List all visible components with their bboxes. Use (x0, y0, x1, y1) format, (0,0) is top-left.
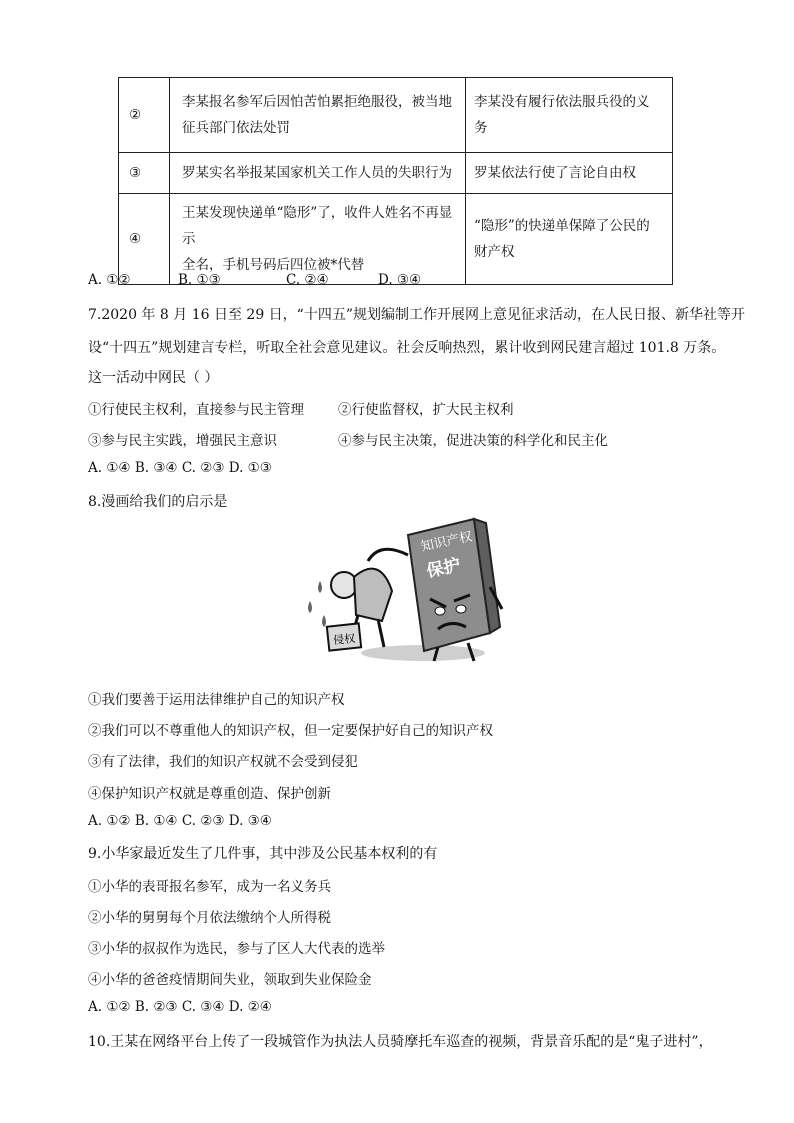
option: B. ①③ (178, 272, 221, 288)
book-title-line2: 保护 (424, 555, 463, 582)
row-right: “隐形”的快递单保障了公民的 财产权 (466, 194, 673, 285)
question-7-item: ③参与民主实践，增强民主意识 (88, 433, 277, 449)
question-9-stem: 9.小华家最近发生了几件事，其中涉及公民基本权利的有 (88, 846, 438, 862)
question-8-options: A. ①② B. ①④ C. ②③ D. ③④ (88, 813, 272, 829)
question-9-item: ①小华的表哥报名参军，成为一名义务兵 (88, 879, 331, 895)
row-right: 罗某依法行使了言论自由权 (466, 153, 673, 194)
table-row (119, 194, 673, 285)
question-7-stem-line: 7.2020 年 8 月 16 日至 29 日，“十四五”规划编制工作开展网上意见征求活动，在人民日报、新华社等开 (88, 307, 745, 323)
question-8-item: ②我们可以不尊重他人的知识产权，但一定要保护好自己的知识产权 (88, 723, 493, 739)
question-7-options: A. ①④ B. ③④ C. ②③ D. ①③ (88, 460, 272, 476)
question-7-item: ①行使民主权利，直接参与民主管理 (88, 402, 304, 418)
question-7-item: ②行使监督权，扩大民主权利 (338, 402, 514, 418)
question-6-table (118, 77, 673, 285)
book-title-line1: 知识产权 (419, 529, 474, 555)
row-number: ③ (119, 153, 170, 194)
question-7-item: ④参与民主决策，促进决策的科学化和民主化 (338, 433, 608, 449)
table-row (119, 153, 673, 194)
question-9-options: A. ①② B. ②③ C. ③④ D. ②④ (88, 999, 272, 1015)
question-8-item: ①我们要善于运用法律维护自己的知识产权 (88, 692, 345, 708)
option: D. ③④ (378, 272, 422, 288)
row-event: 李某报名参军后因怕苦怕累拒绝服役，被当地 征兵部门依法处罚 (170, 78, 466, 153)
row-event: 王某发现快递单“隐形”了，收件人姓名不再显示 全名，手机号码后四位被*代替 (170, 194, 466, 285)
row-event: 罗某实名举报某国家机关工作人员的失职行为 (170, 153, 466, 194)
question-9-item: ④小华的爸爸疫情期间失业，领取到失业保险金 (88, 972, 372, 988)
question-8-item: ③有了法律，我们的知识产权就不会受到侵犯 (88, 754, 358, 770)
table-row (119, 78, 673, 153)
row-number: ② (119, 78, 170, 153)
option: A. ①② (88, 272, 131, 288)
question-9-item: ③小华的叔叔作为选民，参与了区人大代表的选举 (88, 941, 385, 957)
cartoon-illustration (298, 515, 508, 665)
question-10-stem: 10.王某在网络平台上传了一段城管作为执法人员骑摩托车巡查的视频，背景音乐配的是“鬼子进村”， (88, 1034, 713, 1050)
question-8-stem: 8.漫画给我们的启示是 (88, 494, 228, 510)
bag-label: 侵权 (332, 631, 356, 648)
row-number: ④ (119, 194, 170, 285)
option: C. ②④ (286, 272, 329, 288)
question-6-options (88, 272, 421, 288)
question-7-stem-line: 设“十四五”规划建言专栏，听取全社会意见建议。社会反响热烈，累计收到网民建言超过 101.8 万条。 (88, 340, 726, 356)
question-9-item: ②小华的舅舅每个月依法缴纳个人所得税 (88, 910, 331, 926)
question-8-item: ④保护知识产权就是尊重创造、保护创新 (88, 786, 331, 802)
question-7-stem-line: 这一活动中网民（ ） (88, 370, 219, 386)
row-right: 李某没有履行依法服兵役的义 务 (466, 78, 673, 153)
